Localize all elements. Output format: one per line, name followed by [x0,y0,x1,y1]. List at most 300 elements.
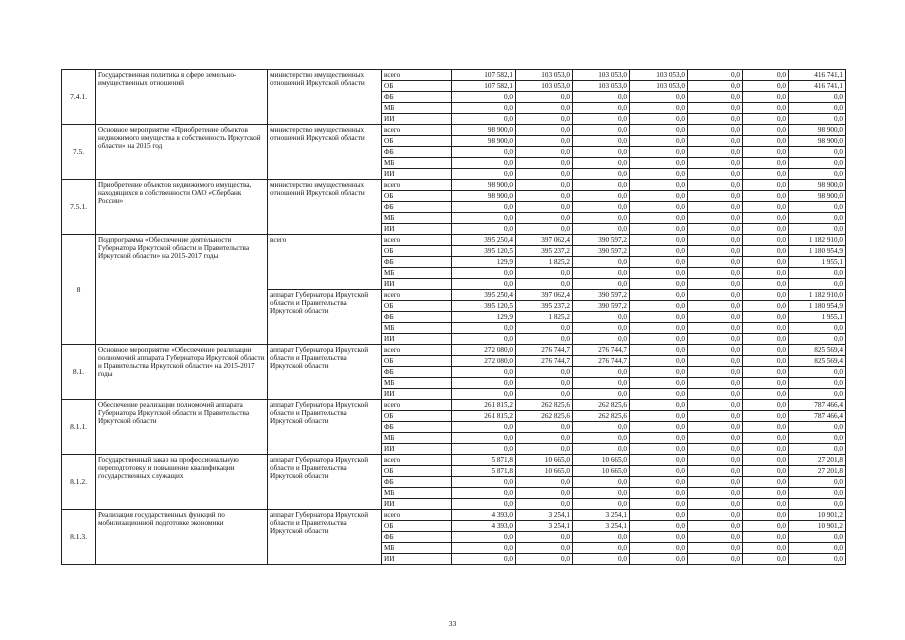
amount-cell: 10 901,2 [789,521,846,532]
amount-cell: 0,0 [789,92,846,103]
amount-cell: 27 201,8 [789,455,846,466]
amount-cell: 0,0 [516,323,573,334]
amount-cell: 0,0 [516,180,573,191]
amount-cell: 0,0 [452,378,516,389]
funding-source: МБ [382,488,452,499]
amount-cell: 0,0 [688,411,743,422]
funding-source: ИИ [382,389,452,400]
amount-cell: 0,0 [688,235,743,246]
table-row [62,180,846,191]
amount-cell: 395 250,4 [452,290,516,301]
row-description: Основное мероприятие «Обеспечение реализации полномочий аппарата Губернатора Иркутской области и Правительства Иркутской области» на 2015-2017 годы [96,345,268,400]
row-description: Реализация государственных функций по мобилизационной подготовке экономики [96,510,268,565]
amount-cell: 0,0 [516,114,573,125]
amount-cell: 0,0 [630,400,688,411]
amount-cell: 0,0 [688,136,743,147]
amount-cell: 0,0 [688,224,743,235]
row-executor: министерство имущественных отношений Иркутской области [268,125,382,180]
amount-cell: 0,0 [789,213,846,224]
amount-cell: 0,0 [630,290,688,301]
funding-source: всего [382,290,452,301]
funding-source: ОБ [382,466,452,477]
amount-cell: 0,0 [743,147,789,158]
amount-cell: 0,0 [688,70,743,81]
row-description: Приобретение объектов недвижимого имущества, находящихся в собственности ОАО «Сбербанк России» [96,180,268,235]
amount-cell: 261 815,2 [452,400,516,411]
amount-cell: 129,9 [452,257,516,268]
amount-cell: 0,0 [573,224,630,235]
amount-cell: 0,0 [743,345,789,356]
amount-cell: 0,0 [743,235,789,246]
amount-cell: 0,0 [743,356,789,367]
amount-cell: 0,0 [452,202,516,213]
amount-cell: 0,0 [452,224,516,235]
amount-cell: 0,0 [516,433,573,444]
funding-source: ФБ [382,312,452,323]
funding-source: всего [382,235,452,246]
amount-cell: 262 825,6 [516,411,573,422]
amount-cell: 0,0 [688,334,743,345]
funding-source: МБ [382,103,452,114]
amount-cell: 129,9 [452,312,516,323]
amount-cell: 0,0 [573,92,630,103]
funding-source: ФБ [382,532,452,543]
amount-cell: 0,0 [516,378,573,389]
amount-cell: 3 254,1 [573,521,630,532]
amount-cell: 261 815,2 [452,411,516,422]
funding-source: ОБ [382,191,452,202]
amount-cell: 0,0 [743,422,789,433]
amount-cell: 0,0 [688,323,743,334]
amount-cell: 103 053,0 [573,70,630,81]
funding-source: всего [382,180,452,191]
amount-cell: 0,0 [573,125,630,136]
amount-cell: 0,0 [789,477,846,488]
table-body [62,70,846,565]
amount-cell: 0,0 [630,279,688,290]
amount-cell: 0,0 [743,246,789,257]
amount-cell: 5 871,8 [452,466,516,477]
amount-cell: 0,0 [452,213,516,224]
amount-cell: 0,0 [789,169,846,180]
amount-cell: 0,0 [743,70,789,81]
table-row [62,455,846,466]
table-row [62,510,846,521]
amount-cell: 0,0 [688,400,743,411]
amount-cell: 0,0 [516,477,573,488]
amount-cell: 0,0 [743,543,789,554]
funding-source: ОБ [382,81,452,92]
amount-cell: 0,0 [630,323,688,334]
amount-cell: 0,0 [743,169,789,180]
amount-cell: 0,0 [573,257,630,268]
amount-cell: 0,0 [688,169,743,180]
amount-cell: 0,0 [743,114,789,125]
amount-cell: 0,0 [630,191,688,202]
amount-cell: 0,0 [630,257,688,268]
amount-cell: 0,0 [630,455,688,466]
funding-source: МБ [382,158,452,169]
amount-cell: 0,0 [630,125,688,136]
row-code: 8.1. [62,345,96,400]
amount-cell: 0,0 [452,268,516,279]
amount-cell: 0,0 [743,455,789,466]
amount-cell: 98 900,0 [452,180,516,191]
amount-cell: 4 393,0 [452,521,516,532]
amount-cell: 0,0 [688,147,743,158]
amount-cell: 0,0 [789,323,846,334]
amount-cell: 0,0 [630,224,688,235]
amount-cell: 0,0 [688,510,743,521]
table-row [62,70,846,81]
amount-cell: 0,0 [688,433,743,444]
amount-cell: 0,0 [573,499,630,510]
amount-cell: 0,0 [630,202,688,213]
amount-cell: 0,0 [630,301,688,312]
amount-cell: 0,0 [789,279,846,290]
amount-cell: 416 741,1 [789,81,846,92]
funding-source: ИИ [382,334,452,345]
amount-cell: 0,0 [452,444,516,455]
funding-source: ФБ [382,202,452,213]
amount-cell: 0,0 [630,92,688,103]
funding-source: всего [382,455,452,466]
amount-cell: 0,0 [743,180,789,191]
amount-cell: 262 825,6 [573,411,630,422]
amount-cell: 0,0 [516,213,573,224]
amount-cell: 0,0 [452,499,516,510]
amount-cell: 0,0 [688,191,743,202]
amount-cell: 107 582,1 [452,70,516,81]
amount-cell: 262 825,6 [516,400,573,411]
table-row [62,345,846,356]
amount-cell: 5 871,8 [452,455,516,466]
amount-cell: 0,0 [630,488,688,499]
amount-cell: 0,0 [452,147,516,158]
amount-cell: 0,0 [688,301,743,312]
amount-cell: 0,0 [630,312,688,323]
amount-cell: 0,0 [516,488,573,499]
amount-cell: 0,0 [573,367,630,378]
amount-cell: 276 744,7 [573,356,630,367]
amount-cell: 10 665,0 [573,466,630,477]
amount-cell: 0,0 [630,147,688,158]
amount-cell: 1 180 954,9 [789,301,846,312]
amount-cell: 0,0 [573,180,630,191]
amount-cell: 0,0 [516,499,573,510]
amount-cell: 0,0 [573,378,630,389]
amount-cell: 103 053,0 [630,81,688,92]
row-executor: аппарат Губернатора Иркутской области и Правительства Иркутской области [268,290,382,345]
funding-source: ОБ [382,246,452,257]
amount-cell: 107 582,1 [452,81,516,92]
amount-cell: 0,0 [688,114,743,125]
amount-cell: 825 569,4 [789,356,846,367]
row-description: Обеспечение реализации полномочий аппарата Губернатора Иркутской области и Правительства Иркутской области [96,400,268,455]
amount-cell: 0,0 [688,422,743,433]
amount-cell: 1 182 910,0 [789,290,846,301]
amount-cell: 0,0 [516,334,573,345]
funding-source: всего [382,510,452,521]
amount-cell: 0,0 [630,136,688,147]
funding-source: ФБ [382,477,452,488]
amount-cell: 0,0 [789,114,846,125]
amount-cell: 0,0 [688,389,743,400]
amount-cell: 10 665,0 [516,455,573,466]
amount-cell: 0,0 [630,378,688,389]
amount-cell: 0,0 [516,191,573,202]
amount-cell: 0,0 [630,521,688,532]
amount-cell: 0,0 [516,103,573,114]
funding-source: ИИ [382,499,452,510]
funding-source: ИИ [382,279,452,290]
amount-cell: 0,0 [516,136,573,147]
amount-cell: 0,0 [789,268,846,279]
amount-cell: 0,0 [630,444,688,455]
amount-cell: 395 237,2 [516,301,573,312]
amount-cell: 0,0 [789,202,846,213]
amount-cell: 0,0 [688,356,743,367]
amount-cell: 0,0 [452,477,516,488]
amount-cell: 0,0 [516,147,573,158]
amount-cell: 276 744,7 [573,345,630,356]
amount-cell: 825 569,4 [789,345,846,356]
amount-cell: 0,0 [516,389,573,400]
amount-cell: 390 597,2 [573,235,630,246]
amount-cell: 0,0 [452,389,516,400]
amount-cell: 0,0 [573,389,630,400]
amount-cell: 0,0 [743,191,789,202]
budget-table [61,69,846,565]
amount-cell: 0,0 [452,158,516,169]
amount-cell: 98 900,0 [452,136,516,147]
amount-cell: 276 744,7 [516,356,573,367]
row-executor: всего [268,235,382,290]
amount-cell: 0,0 [688,455,743,466]
amount-cell: 0,0 [573,334,630,345]
amount-cell: 0,0 [688,268,743,279]
table-row [62,125,846,136]
amount-cell: 0,0 [573,268,630,279]
amount-cell: 787 466,4 [789,411,846,422]
amount-cell: 0,0 [516,532,573,543]
amount-cell: 0,0 [789,532,846,543]
amount-cell: 98 900,0 [789,125,846,136]
amount-cell: 0,0 [573,554,630,565]
amount-cell: 0,0 [573,114,630,125]
funding-source: ОБ [382,411,452,422]
amount-cell: 0,0 [743,257,789,268]
funding-source: ИИ [382,224,452,235]
amount-cell: 0,0 [688,532,743,543]
amount-cell: 0,0 [573,191,630,202]
funding-source: ФБ [382,92,452,103]
amount-cell: 0,0 [789,158,846,169]
amount-cell: 0,0 [688,213,743,224]
amount-cell: 0,0 [743,554,789,565]
amount-cell: 0,0 [688,312,743,323]
amount-cell: 1 955,1 [789,257,846,268]
amount-cell: 0,0 [743,323,789,334]
amount-cell: 1 825,2 [516,257,573,268]
amount-cell: 0,0 [452,488,516,499]
row-executor: аппарат Губернатора Иркутской области и Правительства Иркутской области [268,345,382,400]
amount-cell: 0,0 [688,246,743,257]
amount-cell: 0,0 [743,202,789,213]
row-executor: министерство имущественных отношений Иркутской области [268,180,382,235]
funding-source: ОБ [382,136,452,147]
funding-source: ОБ [382,521,452,532]
amount-cell: 0,0 [688,554,743,565]
amount-cell: 0,0 [573,158,630,169]
amount-cell: 0,0 [452,367,516,378]
amount-cell: 0,0 [452,92,516,103]
amount-cell: 0,0 [688,367,743,378]
amount-cell: 27 201,8 [789,466,846,477]
amount-cell: 787 466,4 [789,400,846,411]
amount-cell: 0,0 [743,224,789,235]
funding-source: всего [382,400,452,411]
amount-cell: 276 744,7 [516,345,573,356]
amount-cell: 0,0 [630,103,688,114]
amount-cell: 0,0 [688,290,743,301]
amount-cell: 0,0 [573,312,630,323]
amount-cell: 0,0 [743,510,789,521]
amount-cell: 0,0 [789,378,846,389]
amount-cell: 0,0 [516,422,573,433]
amount-cell: 390 597,2 [573,246,630,257]
amount-cell: 262 825,6 [573,400,630,411]
amount-cell: 0,0 [743,411,789,422]
amount-cell: 0,0 [630,180,688,191]
funding-source: ИИ [382,554,452,565]
amount-cell: 0,0 [743,92,789,103]
amount-cell: 0,0 [516,158,573,169]
amount-cell: 0,0 [630,114,688,125]
amount-cell: 0,0 [452,532,516,543]
amount-cell: 0,0 [743,301,789,312]
funding-source: ИИ [382,114,452,125]
amount-cell: 0,0 [688,279,743,290]
row-code: 8 [62,235,96,345]
amount-cell: 395 237,2 [516,246,573,257]
row-code: 7.5. [62,125,96,180]
amount-cell: 0,0 [743,213,789,224]
amount-cell: 0,0 [688,92,743,103]
amount-cell: 0,0 [743,125,789,136]
amount-cell: 0,0 [630,499,688,510]
row-description: Государственный заказ на профессиональную переподготовку и повышение квалификации государственных служащих [96,455,268,510]
amount-cell: 0,0 [452,543,516,554]
amount-cell: 0,0 [688,81,743,92]
amount-cell: 390 597,2 [573,301,630,312]
amount-cell: 0,0 [516,268,573,279]
row-code: 8.1.2. [62,455,96,510]
amount-cell: 0,0 [743,433,789,444]
amount-cell: 0,0 [573,147,630,158]
amount-cell: 98 900,0 [789,136,846,147]
amount-cell: 0,0 [452,103,516,114]
amount-cell: 103 053,0 [573,81,630,92]
amount-cell: 3 254,1 [516,510,573,521]
funding-source: всего [382,70,452,81]
amount-cell: 0,0 [630,433,688,444]
amount-cell: 0,0 [743,444,789,455]
amount-cell: 0,0 [688,477,743,488]
amount-cell: 272 080,0 [452,345,516,356]
amount-cell: 0,0 [789,444,846,455]
amount-cell: 0,0 [573,213,630,224]
amount-cell: 3 254,1 [573,510,630,521]
amount-cell: 0,0 [516,554,573,565]
amount-cell: 0,0 [743,389,789,400]
amount-cell: 0,0 [573,136,630,147]
row-description: Государственная политика в сфере земельно-имущественных отношений [96,70,268,125]
amount-cell: 0,0 [688,125,743,136]
amount-cell: 0,0 [789,433,846,444]
amount-cell: 0,0 [630,334,688,345]
amount-cell: 0,0 [630,356,688,367]
amount-cell: 0,0 [743,532,789,543]
amount-cell: 0,0 [516,202,573,213]
amount-cell: 0,0 [789,334,846,345]
table-row [62,235,846,246]
amount-cell: 0,0 [516,125,573,136]
amount-cell: 0,0 [789,422,846,433]
funding-source: ОБ [382,356,452,367]
amount-cell: 0,0 [630,422,688,433]
amount-cell: 390 597,2 [573,290,630,301]
amount-cell: 1 182 910,0 [789,235,846,246]
amount-cell: 395 120,5 [452,246,516,257]
amount-cell: 0,0 [573,543,630,554]
amount-cell: 0,0 [789,147,846,158]
funding-source: ИИ [382,169,452,180]
amount-cell: 0,0 [452,422,516,433]
table-row [62,400,846,411]
amount-cell: 0,0 [743,488,789,499]
amount-cell: 0,0 [789,224,846,235]
funding-source: МБ [382,213,452,224]
amount-cell: 0,0 [516,92,573,103]
amount-cell: 98 900,0 [452,191,516,202]
amount-cell: 0,0 [789,543,846,554]
amount-cell: 0,0 [789,367,846,378]
amount-cell: 103 053,0 [516,70,573,81]
funding-source: МБ [382,268,452,279]
amount-cell: 0,0 [573,279,630,290]
amount-cell: 0,0 [452,334,516,345]
amount-cell: 0,0 [688,488,743,499]
amount-cell: 0,0 [452,279,516,290]
amount-cell: 0,0 [452,169,516,180]
funding-source: ИИ [382,444,452,455]
funding-source: ФБ [382,147,452,158]
amount-cell: 0,0 [630,268,688,279]
funding-source: МБ [382,378,452,389]
amount-cell: 0,0 [573,169,630,180]
amount-cell: 0,0 [630,411,688,422]
amount-cell: 0,0 [789,103,846,114]
amount-cell: 0,0 [630,169,688,180]
amount-cell: 0,0 [630,477,688,488]
amount-cell: 0,0 [688,345,743,356]
amount-cell: 0,0 [743,367,789,378]
amount-cell: 103 053,0 [630,70,688,81]
amount-cell: 0,0 [688,499,743,510]
amount-cell: 0,0 [743,334,789,345]
amount-cell: 272 080,0 [452,356,516,367]
